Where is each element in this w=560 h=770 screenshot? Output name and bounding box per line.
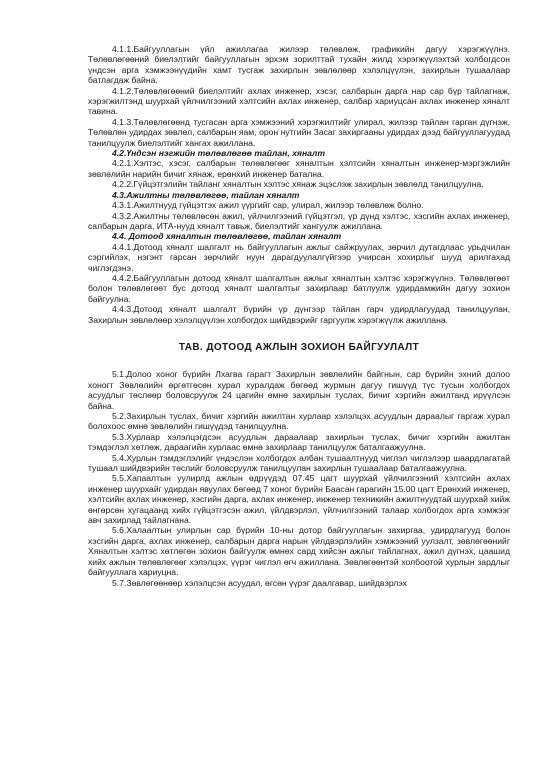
paragraph-5-3: 5.3.Хурлаар хэлэлцэгдсэн асуудлын дараалаар захирлын туслах, бичиг хэргийн ажилтан тэмдэглэл хөтлөж, дараагийн хурлаас өмнө захирлаар танилцуулж баталгаажуулна. — [88, 431, 510, 453]
heading-4-3: 4.3.Ажилтны төлөвлөгөө, тайлан хяналт — [112, 189, 300, 200]
paragraph-4-1-3: 4.1.3.Төлөвлөгөөнд тусгасан арга хэмжээний хэрэгжилтийг улирал, жилээр тайлан гарган дүгнэж, Төлөвлөн удирдах зөвлөл, салбарын яам, орон нутгийн Засаг захиргааны удирдах дээд байгууллагуудад танилцуулж биелэлтийг хангах ажиллана. — [88, 116, 510, 148]
paragraph-4-1-1: 4.1.1.Байгууллагын үйл ажиллагаа жилээр төлөвлөж, графикийн дагуу хэрэгжүүлнэ. Төлөвлөгөөний биелэлтийг байгууллагын эрхэм зорилттай тухайн жилд хэрэгжүүлэхтэй холбогдсон үндсэн арга хэмжээнүүдийн хамт тусгаж захирлын зөвлөлөөр хэлэлцүүлэн, захирлын тушаалаар батлагдаж байна. — [88, 44, 510, 86]
paragraph-4-4-2: 4.4.2.Байгууллагын дотоод хяналт шалгалтын ажлыг хяналтын хэлтэс хэрэгжүүлнэ. Төлөвлөгөөт болон төлөвлөгөөт бус дотоод хяналт шалгалтыг захирлаар батлуулж удирдамжийн дагуу зохион байгуулна. — [88, 272, 510, 304]
paragraph-5-7: 5.7.Зөвлөгөөнөөр хэлэлцсэн асуудал, өгсөн үүрэг даалгавар, шийдвэрлэх — [112, 577, 407, 588]
paragraph-4-1-2: 4.1.2.Төлөвлөгөөний биелэлтийг ахлах инженер, хэсэг, салбарын дарга нар сар бүр тайлагнаж, хэрэгжилтэнд шуурхай үйлчилгээний хэлтсийн ахлах инженер, салбар хариуцсан ахлах инженер хяналт тавина. — [88, 85, 510, 117]
paragraph-4-4-1: 4.4.1.Дотоод хяналт шалгалт нь байгууллагын ажлыг сайжруулах, зөрчил дутагдлаас урьдчилан сэргийлэх, нэгэнт гарсан зөрчлийг нуун дарагдуулалгүйгээр учирсан хохирлыг шууд арилгахад чиглэгдэнэ. — [88, 241, 510, 273]
paragraph-5-2: 5.2.Захирлын туслах, бичиг хэргийн ажилтан хурлаар хэлэлцэх асуудлын дараалыг гаргаж хурал болохоос өмнө зөвлөлийн гишүүдэд танилцуулна. — [88, 411, 510, 432]
paragraph-4-2-2: 4.2.2.Гүйцэтгэлийн тайланг хяналтын хэлтэс хянаж эцэслэж захирлын зөвлөлд танилцуулна. — [112, 179, 484, 190]
heading-4-4: 4.4. Дотоод хяналтын төлөвлөгөө, тайлан хяналт — [112, 231, 342, 242]
paragraph-4-4-3: 4.4.3.Дотоод хяналт шалгалт бүрийн үр дүнгээр тайлан гарч удирдлагуудад танилцуулан, Захирлын зөвлөлөөр хэлэлцүүлэн холбогдох шийдвэрийг гаргуулж хэрэгжүүлж ажиллана. — [88, 304, 510, 325]
heading-4-2: 4.2.Үндсэн нэгжийн төлөвлөгөө тайлан, хяналт — [112, 148, 326, 159]
paragraph-5-6: 5.6.Халаалтын улирлын сар бүрийн 10-ны дотор байгууллагын захиргаа, удирдлагууд болон хэсгийн дарга, ахлах инженер, салбарын дарга нарын үйлдвэрлэлийн хэмжээний уулзалт, зөвлөгөөнийг Хяналтын хэлтэс хөтлөгөн зохион байгуулж өмнөх сард хийсэн ажлыг тайлагнах, ажил дүгнэх, цаашид хийх ажлын төлөвлөгөөг хэлэлцэх, үүрэг чиглэл өгч ажиллана. Зөвлөгөөнтэй холбоотой хурлын зардлыг байгууллага хариуцна. — [88, 525, 510, 578]
paragraph-5-4: 5.4.Хурлын тэмдэглэлийг үндэслэн холбогдох албан тушаалтнууд чиглэл чиглэлээр шаардлагатай тушаал шийдвэрийн төслийг боловсруулж танилцуулан захирлын тушаалаар баталгаажуулна. — [88, 452, 510, 474]
paragraph-5-1: 5.1.Долоо хоног бүрийн Лхагва гарагт Захирлын зөвлөлийн байгнын, сар бүрийн эхний долоо хоногт Зөвлөлийн өргөтгөсөн хурал хуралдаж бөгөөд журмын дагуу гишүүд түс тусын холбогдох асуудлыг төслөөр боловсруулж 24 цагийн өмнө захирлын туслах, бичиг хэргийн ажилтанд ирүүлсэн байна. — [88, 369, 510, 411]
section-title-5: ТАВ. ДОТООД АЖЛЫН ЗОХИОН БАЙГУУЛАЛТ — [178, 341, 420, 353]
paragraph-4-2-1: 4.2.1.Хэлтэс, хэсэг, салбарын төлөвлөгөөг хяналтын хэлтсийн хяналтын инженер-мэргэжлийн зөвлөлийн нарийн бичиг хянаж, ерөнхий инженер батална. — [88, 158, 510, 179]
paragraph-4-3-1: 4.3.1.Ажилтнууд гүйцэтгэх ажил үүргийг сар, улирал, жилээр төлөвлөж болно. — [112, 200, 424, 211]
paragraph-4-3-2: 4.3.2.Ажилтны төлөвлөсөн ажил, үйлчилгээний гүйцэтгэл, үр дүнд хэлтэс, хэсгийн ахлах инженер, салбарын дарга, ИТА-нууд хяналт тавьж, биелэлтийг хангуулж ажиллана. — [88, 210, 510, 231]
paragraph-5-5: 5.5.Хапаалтын уулирлд ажлын өдрүүдэд 07.45 цагт шуурхай үйлчилгээний хэлтсийн ахлах инженер шуурхайг удирдан явуулах бөгөөд 7 хоног бүрийн Баасан гарагийн 15.00 цагт Ерөнхий инженер, хэлтсийн ахлах инженер, хэсгийн дарга, ахлах инженер, инженер техникийн ажилтнуудтай шуурхай хийж өнгөрсөн хугацаанд хийх гүйцэтгэсэн ажил, үйлдвэрлэл, үйлчилгээний талаар холбогдох арга хэмжээг авч захирлад тайлагнана. — [88, 473, 510, 526]
